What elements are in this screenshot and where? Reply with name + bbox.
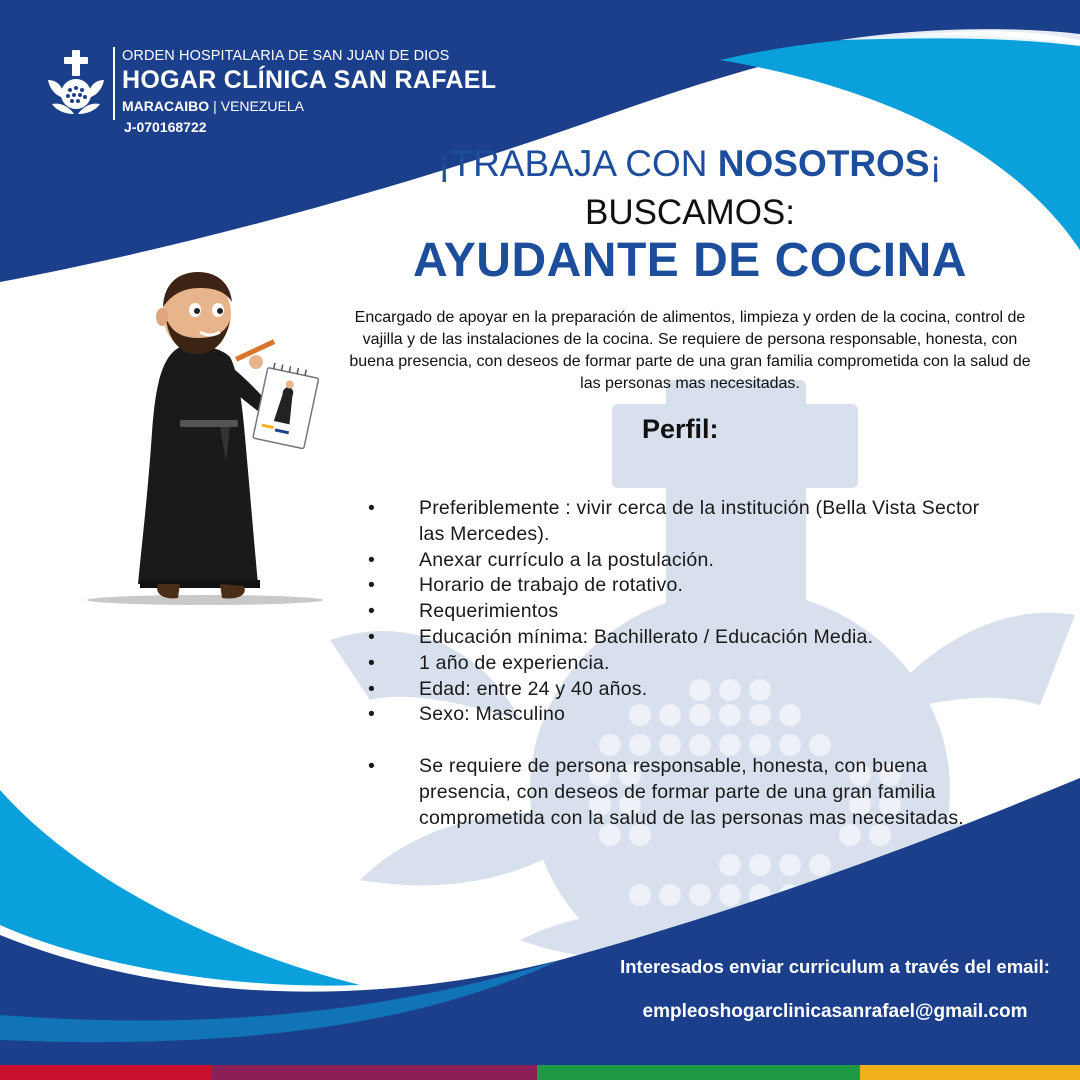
bullet: • xyxy=(368,677,376,700)
profile-item xyxy=(368,702,998,728)
bullet: • xyxy=(368,548,376,571)
color-bar-segment xyxy=(212,1065,537,1080)
country: VENEZUELA xyxy=(220,98,304,114)
brand-color-bar xyxy=(0,1065,1080,1080)
header-divider xyxy=(113,47,115,120)
profile-item-text: Se requiere de persona responsable, honesta, con buena presencia, con deseos de formar parte de una gran familia comprometida con la salud de las personas mas necesitadas. xyxy=(419,755,964,829)
bullet: • xyxy=(368,574,376,597)
profile-item xyxy=(368,599,998,625)
profile-item-text: 1 año de experiencia. xyxy=(419,651,610,674)
profile-item xyxy=(368,677,998,703)
headline-strong: NOSOTROS xyxy=(717,143,930,184)
bullet: • xyxy=(368,497,376,519)
profile-heading: Perfil: xyxy=(642,414,719,444)
headline-lead: TRABAJA CON xyxy=(450,143,718,184)
profile-list xyxy=(368,496,998,832)
profile-item xyxy=(368,754,998,831)
profile-item-text: Sexo: Masculino xyxy=(419,703,566,726)
job-description: Encargado de apoyar en la preparación de alimentos, limpieza y orden de la cocina, control de vajilla y de las instalaciones de la cocina. Se requiere de persona responsable, honesta, con buena presencia, con deseos de formar parte de una gran familia comprometida con la salud de las personas mas necesitadas. xyxy=(349,309,1031,392)
clinic-name: HOGAR CLÍNICA SAN RAFAEL xyxy=(122,66,497,94)
color-bar-segment xyxy=(537,1065,860,1080)
contact-instructions: Interesados enviar curriculum a través del email: xyxy=(620,956,1050,977)
profile-item xyxy=(368,573,998,599)
profile-item-text: Requerimientos xyxy=(419,600,559,623)
job-title: AYUDANTE DE COCINA xyxy=(413,234,967,287)
profile-item xyxy=(368,651,998,677)
subheadline: BUSCAMOS: xyxy=(584,193,796,232)
bullet: • xyxy=(368,625,376,648)
profile-item-text: Edad: entre 24 y 40 años. xyxy=(419,677,648,700)
profile-item-text: Anexar currículo a la postulación. xyxy=(419,548,715,571)
bullet: • xyxy=(368,651,376,674)
order-emblem-icon xyxy=(44,50,108,116)
contact-email[interactable]: empleoshogarclinicasanrafael@gmail.com xyxy=(642,1001,1028,1022)
headline xyxy=(340,143,1040,185)
headline-open-mark: ¡ xyxy=(438,143,451,184)
location-separator: | xyxy=(213,98,217,114)
org-name: ORDEN HOSPITALARIA DE SAN JUAN DE DIOS xyxy=(122,48,450,64)
profile-item xyxy=(368,496,998,548)
friar-writing-illustration xyxy=(80,262,330,612)
profile-item xyxy=(368,548,998,574)
city: MARACAIBO xyxy=(122,98,210,114)
profile-item xyxy=(368,625,998,651)
headline-close-mark: ¡ xyxy=(929,143,942,184)
color-bar-segment xyxy=(0,1065,212,1080)
bullet: • xyxy=(368,703,376,726)
profile-item-text: Preferiblemente : vivir cerca de la institución (Bella Vista Sector las Mercedes). xyxy=(419,497,980,545)
bullet: • xyxy=(368,600,376,623)
profile-item-text: Horario de trabajo de rotativo. xyxy=(419,574,684,597)
location-line xyxy=(122,98,304,114)
bullet: • xyxy=(368,755,376,778)
tax-id: J-070168722 xyxy=(124,119,207,135)
profile-item-text: Educación mínima: Bachillerato / Educación Media. xyxy=(419,625,874,648)
color-bar-segment xyxy=(860,1065,1080,1080)
